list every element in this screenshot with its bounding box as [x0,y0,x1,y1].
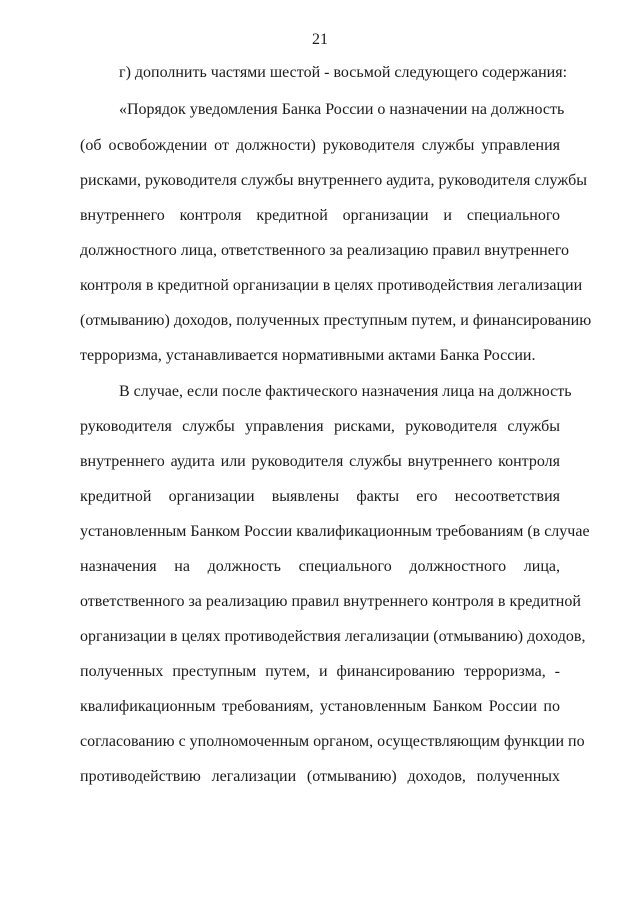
text-line: (об освобождении от должности) руководителя службы управления [80,137,560,154]
text-line: контроля в кредитной организации в целях противодействия легализации [80,277,583,294]
text-line: назначения на должность специального должностного лица, [80,558,560,575]
text-line: «Порядок уведомления Банка России о назначении на должность [119,101,565,118]
text-line: квалификационным требованиям, установленным Банком России по [80,698,560,715]
text-line: руководителя службы управления рисками, руководителя службы [80,418,560,435]
text-line: противодействию легализации (отмыванию) доходов, полученных [80,768,560,785]
text-line: терроризма, устанавливается нормативными актами Банка России. [80,347,536,364]
text-line: г) дополнить частями шестой - восьмой следующего содержания: [119,64,568,81]
text-line: рисками, руководителя службы внутреннего аудита, руководителя службы [80,172,588,189]
page-number: 21 [312,31,328,48]
text-line: установленным Банком России квалификационным требованиям (в случае [80,523,590,540]
text-line: кредитной организации выявлены факты его несоответствия [80,488,560,505]
text-line: организации в целях противодействия легализации (отмыванию) доходов, [80,628,586,645]
text-line: полученных преступным путем, и финансированию терроризма, - [80,663,560,680]
text-line: согласованию с уполномоченным органом, осуществляющим функции по [80,733,585,750]
text-line: В случае, если после фактического назначения лица на должность [119,383,572,400]
text-line: должностного лица, ответственного за реализацию правил внутреннего [80,242,570,259]
text-line: внутреннего аудита или руководителя службы внутреннего контроля [80,453,560,470]
text-line: (отмыванию) доходов, полученных преступным путем, и финансированию [80,312,592,329]
text-line: внутреннего контроля кредитной организации и специального [80,207,560,224]
text-line: ответственного за реализацию правил внутреннего контроля в кредитной [80,593,581,610]
